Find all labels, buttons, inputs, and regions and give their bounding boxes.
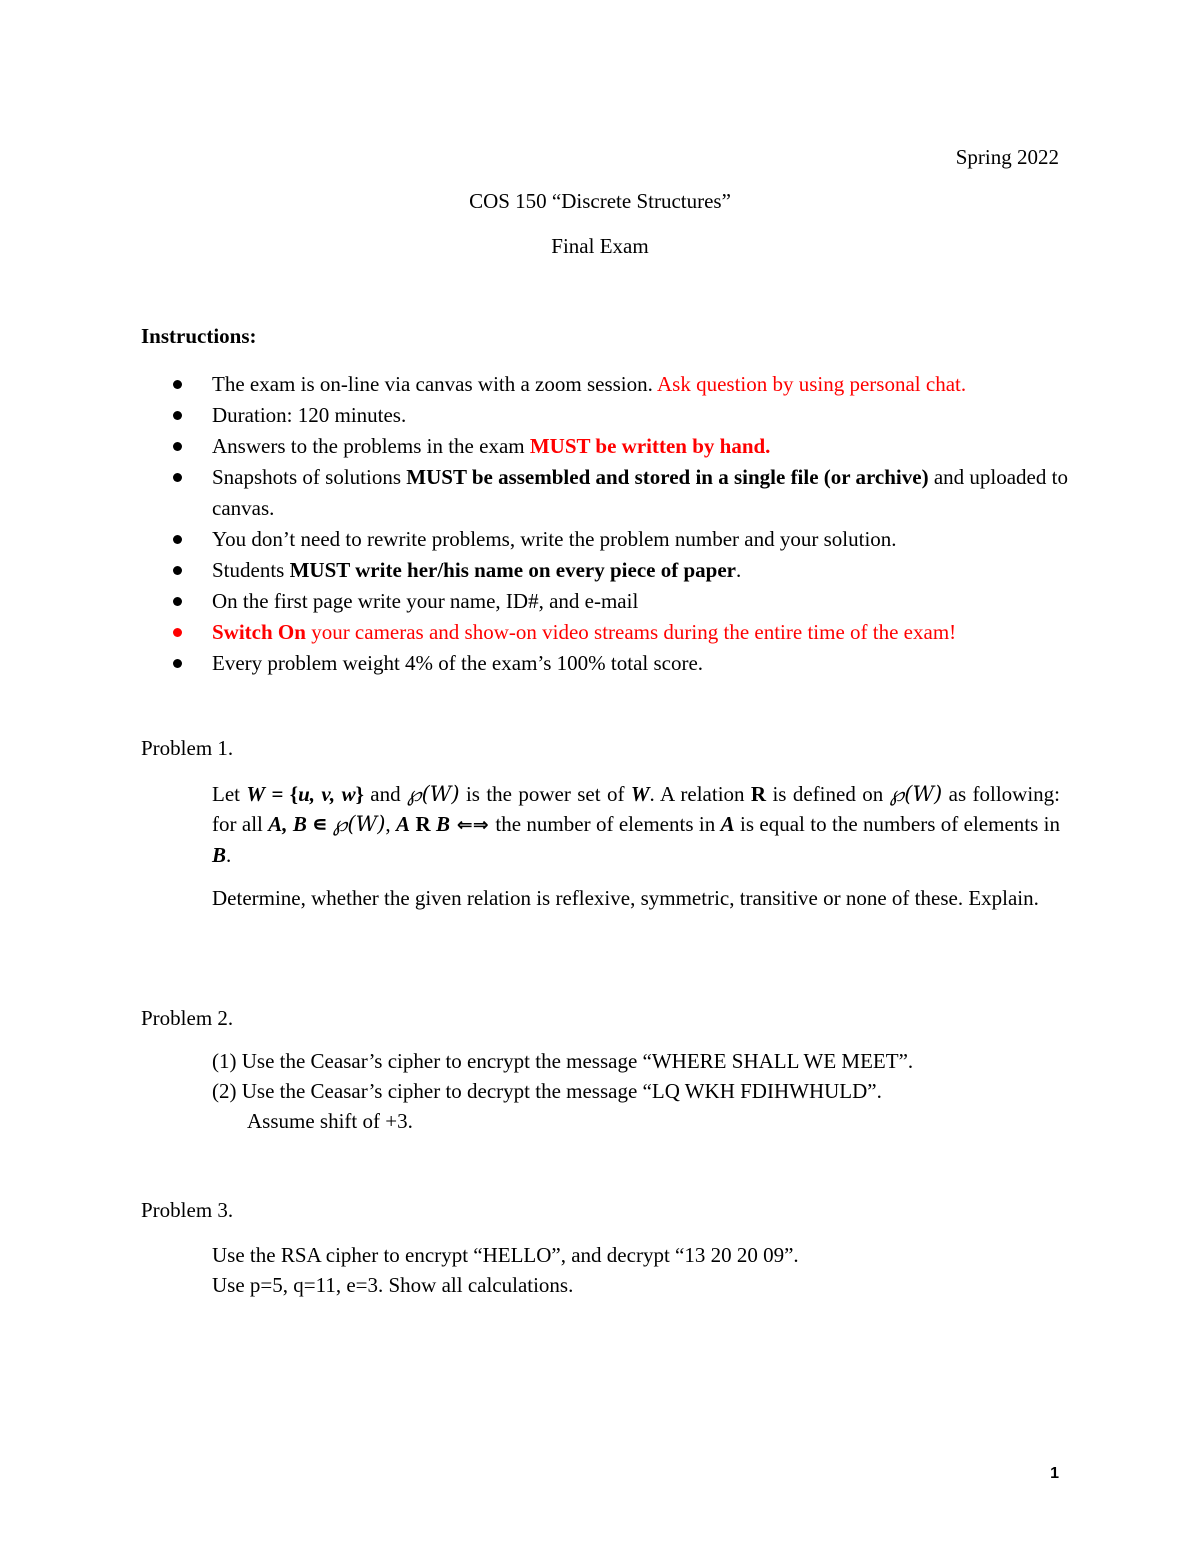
problem-3-text: [212, 1240, 1060, 1300]
instructions-list: [173, 369, 1073, 679]
problem-1-statement: Let W = {u, v, w} and ℘(W) is the power set of W. A relation R is defined on ℘(W) as following: for all A, B ∊ ℘(W), A R B ⇐⇒ the number of elements in A is equal to the numbers of elements in B.: [212, 782, 1060, 867]
bullet-icon: [173, 659, 182, 668]
problem-2-title: Problem 2.: [141, 1006, 234, 1030]
exam-title: Final Exam: [551, 234, 649, 258]
problem-1-question: Determine, whether the given relation is reflexive, symmetric, transitive or none of these. Explain.: [212, 886, 1039, 910]
list-item: Assume shift of +3.: [247, 1109, 413, 1133]
term-label: Spring 2022: [955, 145, 1059, 169]
list-item: Every problem weight 4% of the exam’s 100% total score.: [173, 648, 1073, 679]
page-number: 1: [1050, 1465, 1059, 1482]
bullet-icon: [173, 473, 182, 482]
course-title: COS 150 “Discrete Structures”: [469, 189, 731, 213]
list-item: Students MUST write her/his name on every piece of paper.: [173, 555, 1073, 586]
bullet-icon: [173, 380, 182, 389]
bullet-icon: [173, 535, 182, 544]
bullet-icon: [173, 597, 182, 606]
list-item: You don’t need to rewrite problems, write the problem number and your solution.: [173, 524, 1073, 555]
list-item: Switch On your cameras and show-on video streams during the entire time of the exam!: [173, 617, 1073, 648]
list-item: Duration: 120 minutes.: [173, 400, 1073, 431]
list-item: On the first page write your name, ID#, and e-mail: [173, 586, 1073, 617]
list-item: Answers to the problems in the exam MUST be written by hand.: [173, 431, 1073, 462]
list-item: The exam is on-line via canvas with a zoom session. Ask question by using personal chat.: [173, 369, 1073, 400]
problem-3-line: Use the RSA cipher to encrypt “HELLO”, and decrypt “13 20 20 09”.: [212, 1243, 799, 1267]
bullet-icon: [173, 628, 182, 637]
problem-2-items: [212, 1046, 1060, 1136]
bullet-icon: [173, 566, 182, 575]
bullet-icon: [173, 442, 182, 451]
problem-3-line: Use p=5, q=11, e=3. Show all calculations.: [212, 1273, 574, 1297]
problem-1-title: Problem 1.: [141, 736, 234, 760]
list-item: Snapshots of solutions MUST be assembled and stored in a single file (or archive) and uploaded to canvas.: [173, 462, 1073, 524]
bullet-icon: [173, 411, 182, 420]
problem-3-title: Problem 3.: [141, 1198, 234, 1222]
instructions-heading: Instructions:: [141, 324, 257, 348]
list-item: (2) Use the Ceasar’s cipher to decrypt the message “LQ WKH FDIHWHULD”.: [212, 1079, 882, 1103]
list-item: (1) Use the Ceasar’s cipher to encrypt the message “WHERE SHALL WE MEET”.: [212, 1049, 914, 1073]
